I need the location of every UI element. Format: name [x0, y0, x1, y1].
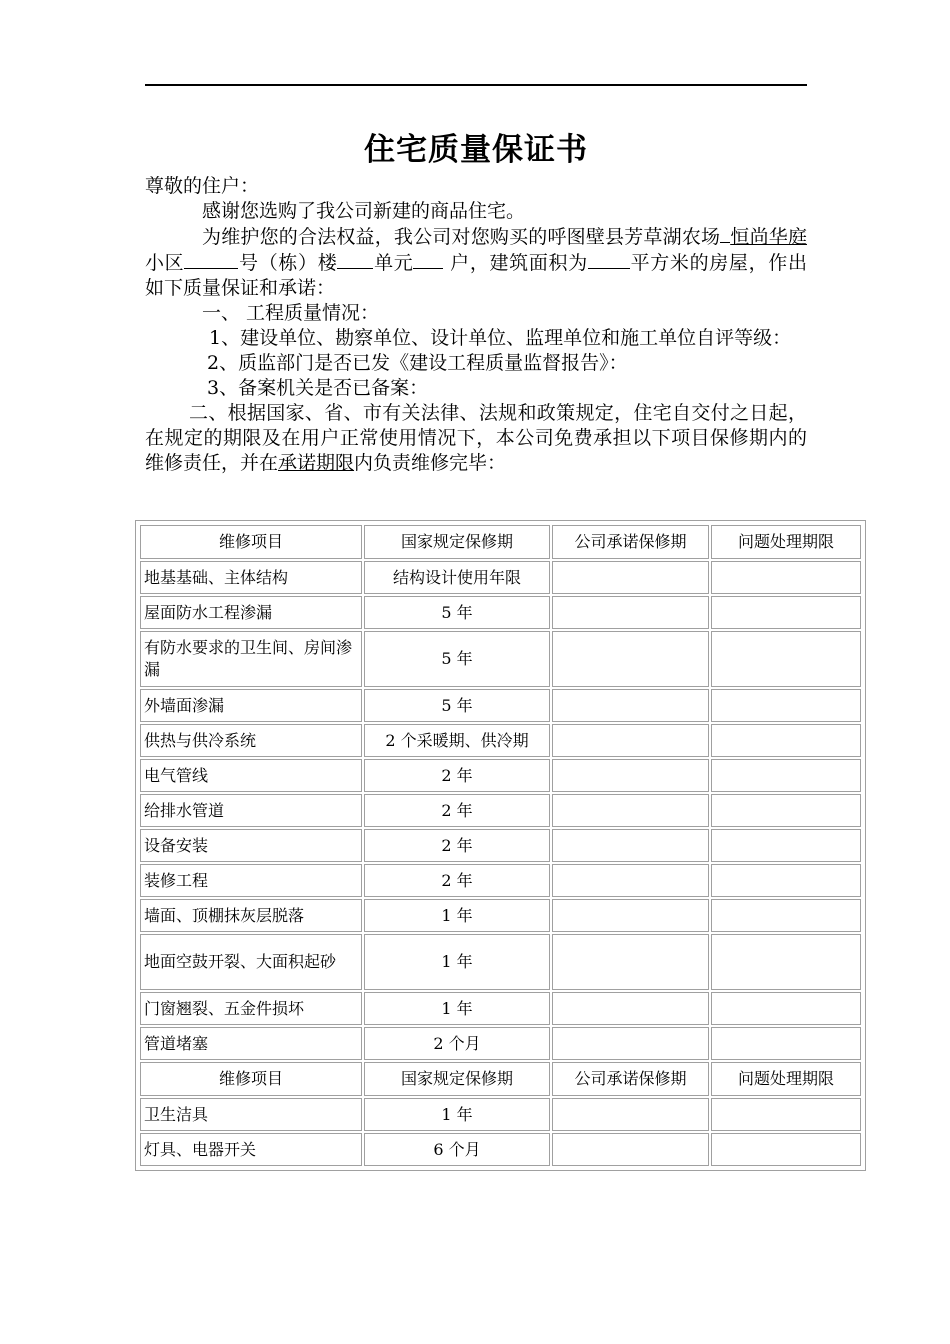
deadline-cell: [711, 724, 861, 757]
deadline-cell: [711, 596, 861, 629]
deadline-cell: [711, 631, 861, 687]
deadline-cell: [711, 1098, 861, 1131]
promise-cell: [552, 1098, 709, 1131]
table-row: [140, 1133, 861, 1166]
deadline-cell: [711, 934, 861, 990]
table-row: [140, 992, 861, 1025]
item-cell: 设备安装: [140, 829, 362, 862]
item-cell: 管道堵塞: [140, 1027, 362, 1060]
deadline-cell: [711, 561, 861, 594]
deadline-cell: [711, 899, 861, 932]
deadline-cell: [711, 689, 861, 722]
table-row: [140, 724, 861, 757]
promise-cell: [552, 631, 709, 687]
period-cell: 6 个月: [364, 1133, 550, 1166]
table-row: [140, 934, 861, 990]
item-cell: 给排水管道: [140, 794, 362, 827]
deadline-cell: [711, 992, 861, 1025]
section2-paragraph: 二、根据国家、省、市有关法律、法规和政策规定，住宅自交付之日起，在规定的期限及在用户正常使用情况下，本公司免费承担以下项目保修期内的维修责任，并在承诺期限内负责维修完毕：: [145, 402, 807, 474]
protection-paragraph: 为维护您的合法权益，我公司对您购买的呼图壁县芳草湖农场 恒尚华庭 小区 号（栋）楼 单元 户，建筑面积为 平方米的房屋，作出如下质量保证和承诺：: [145, 226, 807, 299]
deadline-cell: [711, 864, 861, 897]
period-cell: 1 年: [364, 1098, 550, 1131]
table-row: [140, 631, 861, 687]
header-rule: [145, 84, 807, 86]
item-cell: 门窗翘裂、五金件损坏: [140, 992, 362, 1025]
page-title: 住宅质量保证书: [364, 132, 588, 168]
header-cell: 维修项目: [140, 1062, 362, 1096]
header-cell: 问题处理期限: [711, 525, 861, 559]
item-cell: 供热与供冷系统: [140, 724, 362, 757]
period-cell: 1 年: [364, 934, 550, 990]
table-row: [140, 794, 861, 827]
period-cell: 结构设计使用年限: [364, 561, 550, 594]
table-header-row: [140, 1062, 861, 1096]
promise-cell: [552, 934, 709, 990]
period-cell: 2 个采暖期、供冷期: [364, 724, 550, 757]
item-cell: 电气管线: [140, 759, 362, 792]
promise-cell: [552, 829, 709, 862]
promise-cell: [552, 992, 709, 1025]
header-cell: 国家规定保修期: [364, 1062, 550, 1096]
deadline-cell: [711, 794, 861, 827]
period-cell: 1 年: [364, 992, 550, 1025]
item-cell: 卫生洁具: [140, 1098, 362, 1131]
item-cell: 灯具、电器开关: [140, 1133, 362, 1166]
header-cell: 公司承诺保修期: [552, 525, 709, 559]
promise-cell: [552, 689, 709, 722]
promise-cell: [552, 561, 709, 594]
salutation: 尊敬的住户：: [145, 175, 260, 197]
item-cell: 外墙面渗漏: [140, 689, 362, 722]
item-cell: 地面空鼓开裂、大面积起砂: [140, 934, 362, 990]
table-row: [140, 1027, 861, 1060]
deadline-cell: [711, 1133, 861, 1166]
promise-cell: [552, 759, 709, 792]
promise-cell: [552, 724, 709, 757]
promise-cell: [552, 899, 709, 932]
table-row: [140, 864, 861, 897]
period-cell: 2 个月: [364, 1027, 550, 1060]
period-cell: 1 年: [364, 899, 550, 932]
header-cell: 维修项目: [140, 525, 362, 559]
section1-item2: 2、质监部门是否已发《建设工程质量监督报告》：: [207, 352, 628, 374]
promise-period-link: 承诺期限: [278, 452, 355, 474]
item-cell: 屋面防水工程渗漏: [140, 596, 362, 629]
period-cell: 5 年: [364, 689, 550, 722]
deadline-cell: [711, 759, 861, 792]
item-cell: 地基基础、主体结构: [140, 561, 362, 594]
table-row: [140, 829, 861, 862]
promise-cell: [552, 1133, 709, 1166]
promise-cell: [552, 864, 709, 897]
document-body: [145, 174, 807, 476]
period-cell: 2 年: [364, 794, 550, 827]
period-cell: 5 年: [364, 596, 550, 629]
table-row: [140, 689, 861, 722]
period-cell: 2 年: [364, 829, 550, 862]
item-cell: 有防水要求的卫生间、房间渗漏: [140, 631, 362, 687]
header-cell: 问题处理期限: [711, 1062, 861, 1096]
item-cell: 装修工程: [140, 864, 362, 897]
deadline-cell: [711, 829, 861, 862]
deadline-cell: [711, 1027, 861, 1060]
item-cell: 墙面、顶棚抹灰层脱落: [140, 899, 362, 932]
estate-name: 恒尚华庭: [730, 226, 807, 248]
table-row: [140, 759, 861, 792]
promise-cell: [552, 596, 709, 629]
section1-item3: 3、备案机关是否已备案：: [207, 377, 429, 399]
promise-cell: [552, 1027, 709, 1060]
section1-item1: 1、建设单位、勘察单位、设计单位、监理单位和施工单位自评等级：: [209, 327, 792, 349]
warranty-table: [135, 520, 866, 1171]
period-cell: 2 年: [364, 864, 550, 897]
header-cell: 国家规定保修期: [364, 525, 550, 559]
period-cell: 2 年: [364, 759, 550, 792]
table-header-row: [140, 525, 861, 559]
thanks-paragraph: 感谢您选购了我公司新建的商品住宅。: [202, 200, 526, 222]
period-cell: 5 年: [364, 631, 550, 687]
header-cell: 公司承诺保修期: [552, 1062, 709, 1096]
table-row: [140, 561, 861, 594]
promise-cell: [552, 794, 709, 827]
table-row: [140, 1098, 861, 1131]
section1-heading: 一、 工程质量情况：: [202, 302, 380, 324]
table-row: [140, 596, 861, 629]
table-row: [140, 899, 861, 932]
